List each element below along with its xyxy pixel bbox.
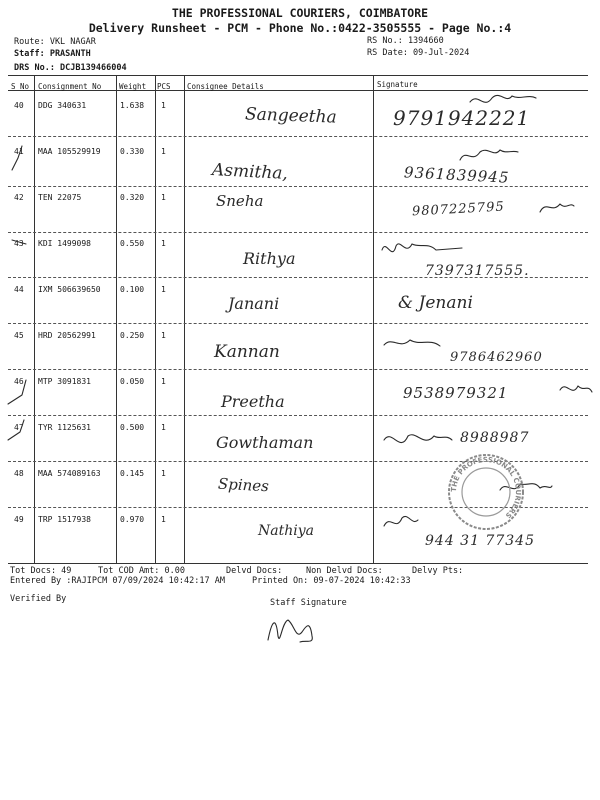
row-sno: 41 — [14, 147, 24, 156]
row-sno: 43 — [14, 239, 24, 248]
row-sno: 42 — [14, 193, 24, 202]
row-pcs: 1 — [161, 469, 166, 478]
company-title: THE PROFESSIONAL COURIERS, COIMBATORE — [171, 6, 429, 20]
row-weight: 0.100 — [120, 285, 145, 294]
signature-scribble — [460, 150, 518, 160]
tick-mark — [8, 380, 26, 404]
consignee-handwriting: Spines — [217, 474, 270, 496]
row-weight: 0.970 — [120, 515, 145, 524]
signature-handwriting: 8988987 — [460, 430, 530, 446]
signature-handwriting: 9786462960 — [450, 350, 543, 365]
row-consignment: DDG 340631 — [38, 101, 87, 110]
row-sno: 46 — [14, 377, 24, 386]
row-consignment: MAA 574089163 — [38, 469, 101, 478]
row-pcs: 1 — [161, 147, 166, 156]
signature-scribble — [470, 95, 536, 102]
rs-number: RS No.: 1394660 — [367, 36, 444, 46]
row-sno: 44 — [14, 285, 24, 294]
row-pcs: 1 — [161, 285, 166, 294]
signature-handwriting: 9807225795 — [411, 199, 506, 220]
col-header-weight: Weight — [119, 82, 147, 91]
row-consignment: IXM 506639650 — [38, 285, 101, 294]
row-sno: 45 — [14, 331, 24, 340]
row-pcs: 1 — [161, 423, 166, 432]
consignee-handwriting: Janani — [228, 294, 280, 313]
row-sno: 40 — [14, 101, 24, 110]
verified-by-label: Verified By — [10, 594, 67, 604]
tick-mark — [12, 240, 26, 244]
col-header-sno: S No — [11, 82, 30, 91]
row-sno: 47 — [14, 423, 24, 432]
row-weight: 0.550 — [120, 239, 145, 248]
col-header-consignment: Consignment No — [38, 82, 102, 91]
delivery-points: Delvy Pts: — [412, 566, 464, 576]
row-consignment: TYR 1125631 — [38, 423, 91, 432]
signature-scribble — [384, 340, 440, 346]
courier-stamp — [446, 452, 526, 532]
signature-scribble — [384, 435, 452, 443]
row-weight: 0.320 — [120, 193, 145, 202]
row-weight: 0.250 — [120, 331, 145, 340]
signature-scribble — [382, 244, 462, 252]
rs-date: RS Date: 09-Jul-2024 — [367, 48, 470, 58]
row-weight: 0.500 — [120, 423, 145, 432]
tick-mark — [12, 146, 22, 170]
consignee-handwriting: Sneha — [216, 192, 264, 210]
row-weight: 0.330 — [120, 147, 145, 156]
route-label: Route: VKL NAGAR — [14, 37, 96, 47]
tick-mark — [8, 420, 24, 440]
row-pcs: 1 — [161, 101, 166, 110]
row-consignment: TRP 1517938 — [38, 515, 91, 524]
runsheet-subtitle: Delivery Runsheet - PCM - Phone No.:0422-3505555 - Page No.:4 — [88, 21, 512, 35]
row-pcs: 1 — [161, 377, 166, 386]
stamp-text: THE PROFESSIONAL COURIERS — [449, 455, 523, 520]
row-pcs: 1 — [161, 515, 166, 524]
signature-scribble — [560, 386, 592, 392]
row-weight: 1.638 — [120, 101, 145, 110]
row-consignment: HRD 20562991 — [38, 331, 96, 340]
delivered-docs: Delvd Docs: — [226, 566, 283, 576]
row-pcs: 1 — [161, 239, 166, 248]
col-header-pcs: PCS — [157, 82, 171, 91]
row-weight: 0.050 — [120, 377, 145, 386]
row-pcs: 1 — [161, 193, 166, 202]
printed-on: Printed On: 09-07-2024 10:42:33 — [252, 576, 411, 586]
consignee-handwriting: Nathiya — [258, 523, 314, 539]
entered-by: Entered By :RAJIPCM 07/09/2024 10:42:17 AM — [10, 576, 225, 586]
row-consignment: KDI 1499098 — [38, 239, 91, 248]
staff-signature-label: Staff Signature — [270, 598, 347, 608]
total-docs: Tot Docs: 49 — [10, 566, 72, 576]
staff-signature-scribble — [268, 620, 312, 642]
row-sno: 48 — [14, 469, 24, 478]
signature-scribble — [384, 516, 418, 526]
staff-label: Staff: PRASANTH — [14, 49, 91, 59]
consignee-handwriting: Preetha — [221, 392, 285, 411]
signature-handwriting: 944 31 77345 — [425, 533, 535, 549]
signature-handwriting: 9538979321 — [403, 384, 509, 402]
signature-handwriting: & Jenani — [398, 293, 473, 313]
consignee-handwriting: Rithya — [243, 249, 296, 268]
col-header-signature: Signature — [377, 80, 418, 89]
signature-handwriting: 9361839945 — [403, 163, 510, 187]
non-delivered-docs: Non Delvd Docs: — [306, 566, 383, 576]
row-consignment: MAA 105529919 — [38, 147, 101, 156]
consignee-handwriting: Asmitha, — [211, 160, 289, 184]
total-cod-amount: Tot COD Amt: 0.00 — [98, 566, 185, 576]
signature-handwriting: 7397317555. — [425, 263, 530, 279]
consignee-handwriting: Sangeetha — [244, 104, 337, 128]
row-pcs: 1 — [161, 331, 166, 340]
signature-scribble — [540, 204, 574, 212]
consignee-handwriting: Kannan — [214, 342, 280, 362]
col-header-consignee: Consignee Details — [187, 82, 264, 91]
row-consignment: TEN 22075 — [38, 193, 82, 202]
consignee-handwriting: Gowthaman — [216, 433, 314, 452]
row-sno: 49 — [14, 515, 24, 524]
drs-number: DRS No.: DCJB139466004 — [14, 63, 127, 73]
row-weight: 0.145 — [120, 469, 145, 478]
signature-handwriting: 9791942221 — [393, 106, 531, 130]
row-consignment: MTP 3091831 — [38, 377, 91, 386]
